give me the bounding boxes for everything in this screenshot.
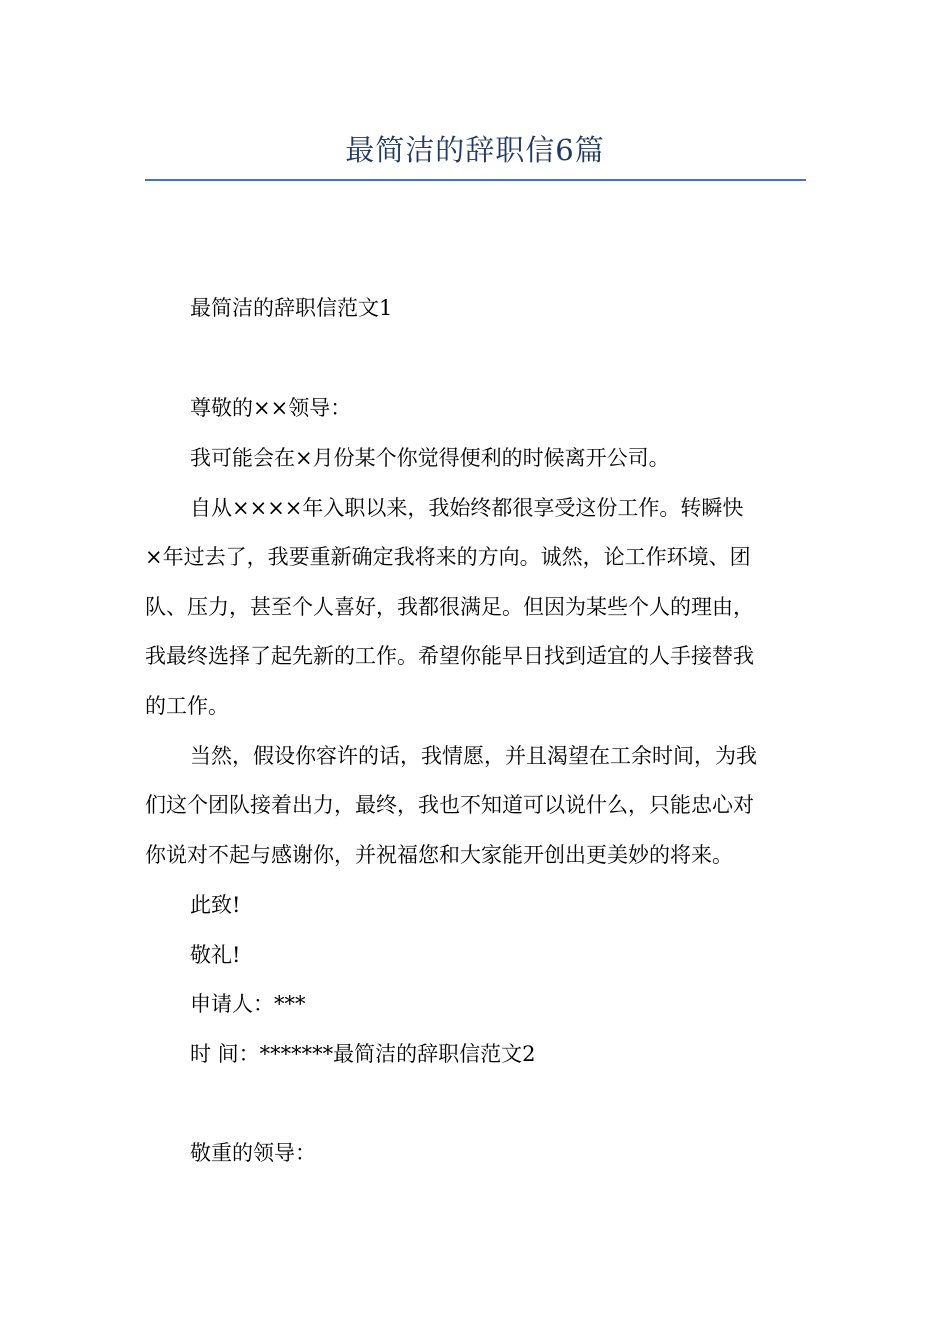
- salutation: 敬重的领导：: [190, 1141, 316, 1165]
- body-line: 我最终选择了起先新的工作。希望你能早日找到适宜的人手接替我: [145, 644, 754, 668]
- title-underline: [145, 179, 806, 181]
- closing-line: 此致!: [190, 893, 241, 917]
- body-line: 我可能会在×月份某个你觉得便利的时候离开公司。: [190, 446, 670, 470]
- body-line: 的工作。: [145, 694, 229, 718]
- closing-line: 敬礼!: [190, 943, 241, 967]
- body-line: 当然，假设你容许的话，我情愿，并且渴望在工余时间，为我: [190, 744, 757, 768]
- section-heading-1: 最简洁的辞职信范文1: [190, 296, 393, 320]
- body-line: 你说对不起与感谢你，并祝福您和大家能开创出更美妙的将来。: [145, 843, 733, 867]
- document-title: 最简洁的辞职信6篇: [345, 133, 605, 167]
- applicant-line: 申请人：***: [190, 992, 306, 1016]
- salutation: 尊敬的××领导：: [190, 396, 352, 420]
- body-line: 自从××××年入职以来，我始终都很享受这份工作。转瞬快: [190, 496, 744, 520]
- date-line: 时 间：*******最简洁的辞职信范文2: [190, 1042, 536, 1066]
- body-line: 队、压力，甚至个人喜好，我都很满足。但因为某些个人的理由，: [145, 595, 754, 619]
- body-line: ×年过去了，我要重新确定我将来的方向。诚然，论工作环境、团: [145, 545, 751, 569]
- body-line: 们这个团队接着出力，最终，我也不知道可以说什么，只能忠心对: [145, 793, 754, 817]
